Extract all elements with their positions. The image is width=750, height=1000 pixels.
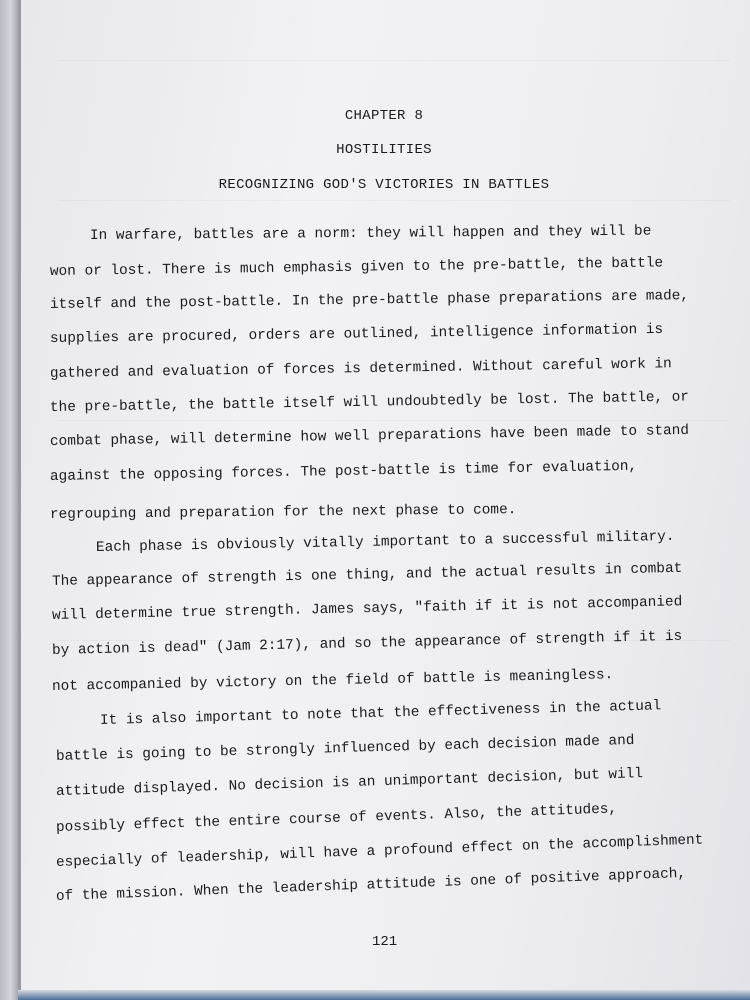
body-line: The appearance of strength is one thing, and the actual results in combat [51, 560, 683, 590]
body-line: attitude displayed. No decision is an unimportant decision, but will [55, 766, 644, 800]
body-line: especially of leadership, will have a profound effect on the accomplishment [55, 832, 704, 871]
body-line: It is also important to note that the effectiveness in the actual [99, 698, 662, 729]
chapter-title: HOSTILITIES [336, 142, 432, 158]
body-line: gathered and evaluation of forces is determined. Without careful work in [49, 356, 672, 382]
body-line: battle is going to be strongly influenced by each decision made and [55, 732, 635, 765]
body-line: not accompanied by victory on the field of battle is meaningless. [51, 667, 614, 695]
body-line: won or lost. There is much emphasis given to the pre-battle, the battle [49, 255, 664, 280]
document-page [18, 0, 750, 1000]
cover-edge [18, 990, 750, 1000]
body-line: Each phase is obviously vitally important to a successful military. [95, 528, 675, 556]
body-line: the pre-battle, the battle itself will undoubtedly be lost. The battle, or [49, 389, 690, 416]
body-line: possibly effect the entire course of events. Also, the attitudes, [55, 801, 618, 836]
body-line: of the mission. When the leadership attitude is one of positive approach, [55, 865, 687, 905]
body-line: In warfare, battles are a norm: they will happen and they will be [89, 223, 652, 244]
body-line: itself and the post-battle. In the pre-battle phase preparations are made, [49, 288, 690, 313]
body-line: will determine true strength. James says, "faith if it is not accompanied [51, 594, 683, 624]
body-line: by action is dead" (Jam 2:17), and so the appearance of strength if it is [51, 628, 683, 659]
bleed-through-line [58, 60, 730, 61]
page-stack-edge [0, 0, 18, 1000]
body-line: against the opposing forces. The post-battle is time for evaluation, [49, 458, 638, 485]
body-line: regrouping and preparation for the next phase to come. [49, 502, 517, 523]
body-line: supplies are procured, orders are outlined, intelligence information is [49, 321, 664, 347]
bleed-through-line [58, 200, 730, 201]
bleed-through-line [58, 420, 730, 421]
chapter-heading: CHAPTER 8 [344, 108, 424, 124]
chapter-subtitle: RECOGNIZING GOD'S VICTORIES IN BATTLES [218, 177, 550, 193]
page-number: 121 [372, 934, 398, 950]
body-line: combat phase, will determine how well preparations have been made to stand [49, 422, 690, 450]
